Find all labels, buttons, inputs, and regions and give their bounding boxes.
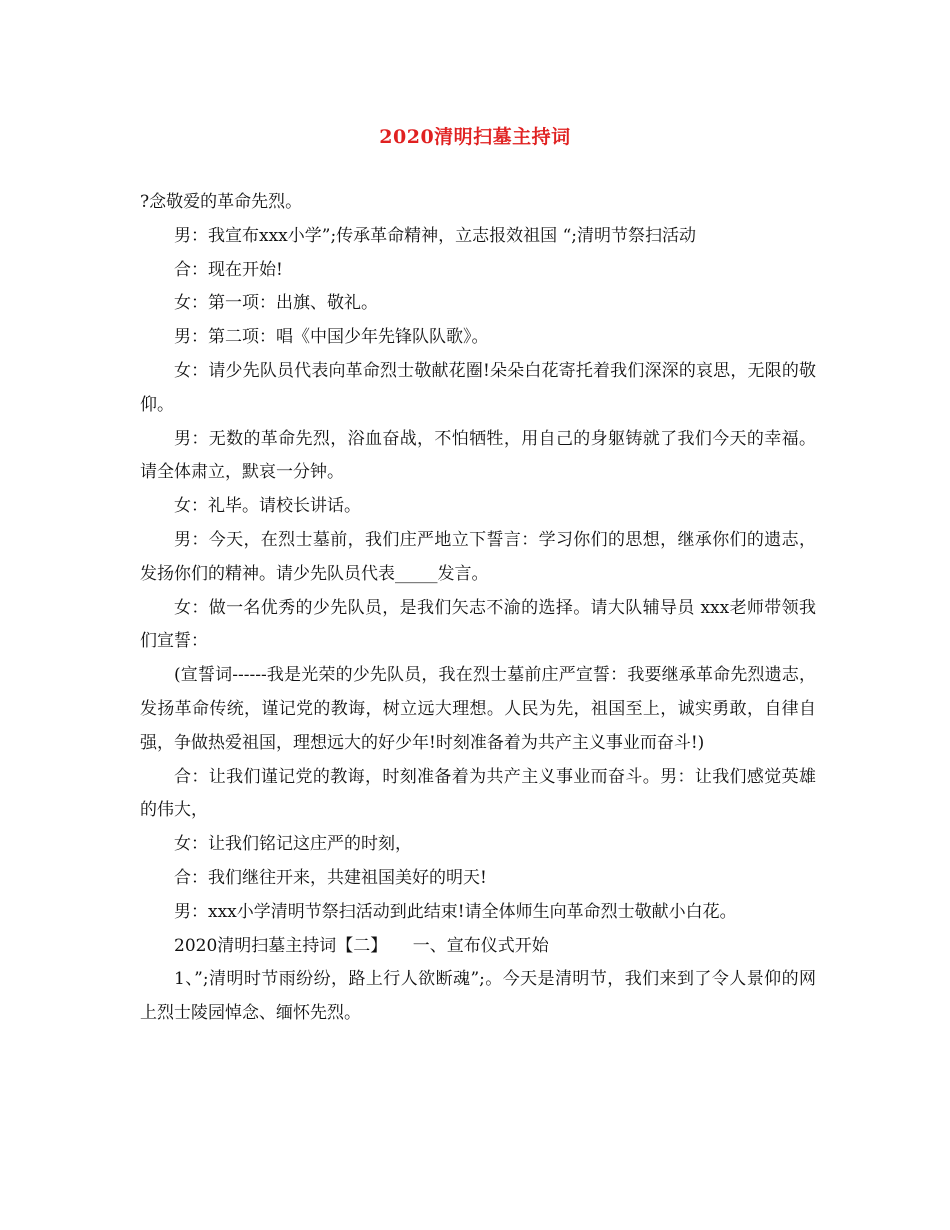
paragraph: (宣誓词------我是光荣的少先队员，我在烈士墓前庄严宣誓：我要继承革命先烈遗志，发扬革命传统，谨记党的教诲，树立远大理想。人民为先，祖国至上，诚实勇敢，自律自强，争做热爱祖国，理想远大的好少年!时刻准备着为共产主义事业而奋斗!) xyxy=(140,665,816,753)
paragraph: 1、”;清明时节雨纷纷，路上行人欲断魂”;。今天是清明节，我们来到了令人景仰的网上烈士陵园悼念、缅怀先烈。 xyxy=(140,969,816,1024)
section-heading: 2020清明扫墓主持词【二】 一、宣布仪式开始 xyxy=(174,935,549,956)
paragraph: 女：第一项：出旗、敬礼。 xyxy=(174,293,378,314)
paragraph: 男：我宣布xxx小学”;传承革命精神，立志报效祖国 “;清明节祭扫活动 xyxy=(174,225,697,246)
paragraph: 女：做一名优秀的少先队员，是我们矢志不渝的选择。请大队辅导员 xxx老师带领我们宣誓： xyxy=(140,597,816,652)
paragraph: 男：第二项：唱《中国少年先锋队队歌》。 xyxy=(174,327,489,348)
paragraph: ?念敬爱的革命先烈。 xyxy=(140,192,303,212)
paragraph: 男：无数的革命先烈，浴血奋战，不怕牺牲，用自己的身躯铸就了我们今天的幸福。请全体肃立，默哀一分钟。 xyxy=(140,428,816,483)
document-title: 2020清明扫墓主持词 xyxy=(379,126,571,148)
paragraph: 合：我们继往开来，共建祖国美好的明天! xyxy=(174,867,487,888)
paragraph: 男：今天，在烈士墓前，我们庄严地立下誓言：学习你们的思想，继承你们的遗志，发扬你们的精神。请少先队员代表_____发言。 xyxy=(140,529,816,584)
paragraph: 合：现在开始! xyxy=(174,259,283,280)
paragraph: 男：xxx小学清明节祭扫活动到此结束!请全体师生向革命烈士敬献小白花。 xyxy=(174,901,737,922)
paragraph: 女：请少先队员代表向革命烈士敬献花圈!朵朵白花寄托着我们深深的哀思，无限的敬仰。 xyxy=(140,360,816,415)
paragraph: 女：让我们铭记这庄严的时刻， xyxy=(174,834,412,855)
paragraph: 女：礼毕。请校长讲话。 xyxy=(174,496,361,517)
paragraph: 合：让我们谨记党的教诲，时刻准备着为共产主义事业而奋斗。男：让我们感觉英雄的伟大， xyxy=(140,766,816,821)
document-body xyxy=(140,186,816,1031)
